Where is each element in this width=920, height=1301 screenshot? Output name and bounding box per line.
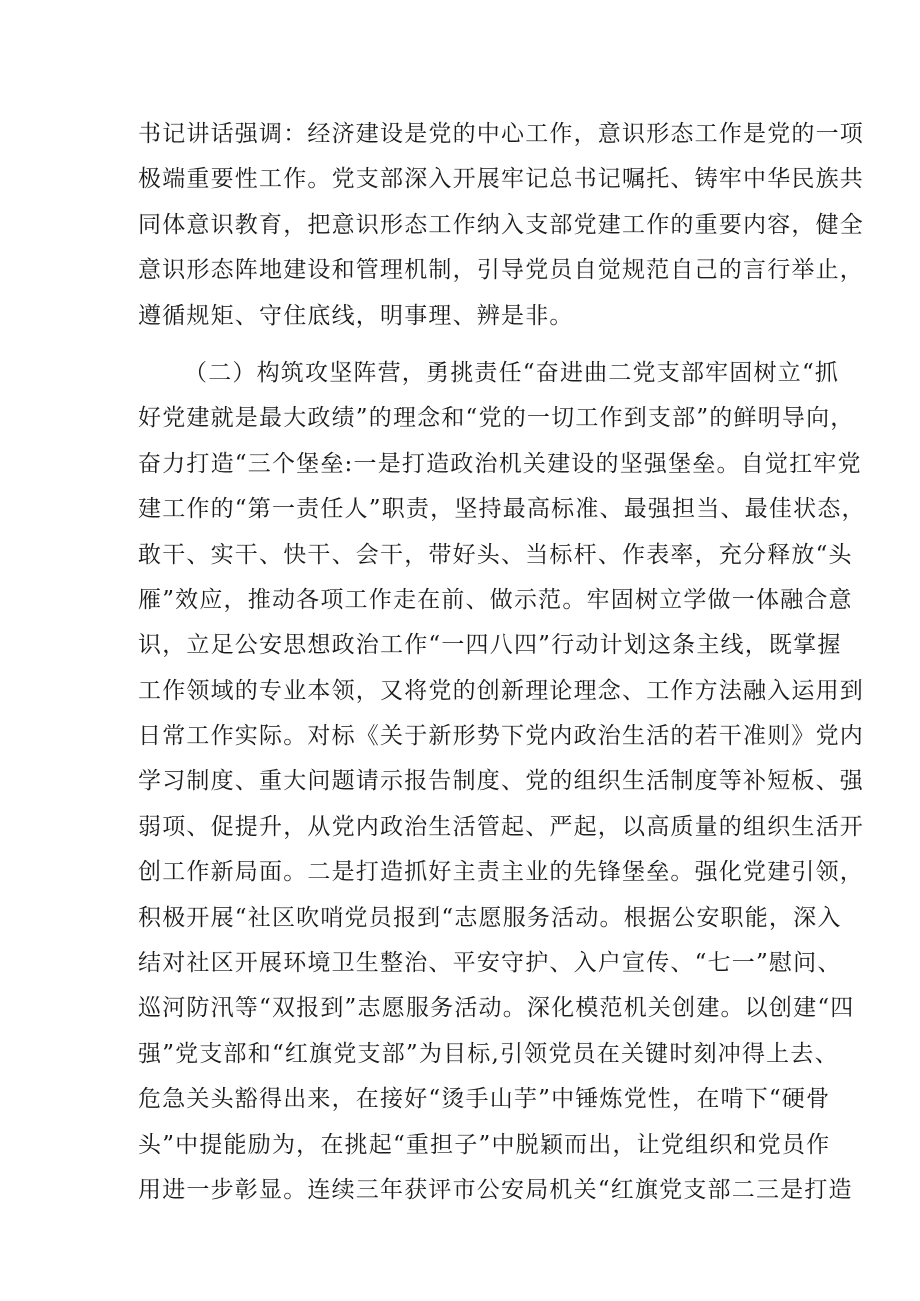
text-line: 识，立足公安思想政治工作“一四八四”行动计划这条主线，既掌握 (138, 632, 842, 659)
text-line: 头”中提能励为，在挑起“重担子”中脱颖而出，让党组织和党员作 (138, 1131, 831, 1158)
text-line: 强”党支部和“红旗党支部”为目标,引领党员在关键时刻冲得上去、 (138, 1040, 839, 1067)
text-line: 学习制度、重大问题请示报告制度、党的组织生活制度等补短板、强 (138, 768, 864, 795)
text-line: 工作领域的专业本领，又将党的创新理论理念、工作方法融入运用到 (138, 677, 864, 704)
text-line: 结对社区开展环境卫生整治、平安守护、入户宣传、“七一”慰问、 (138, 950, 842, 977)
text-line-indented: （二）构筑攻坚阵营，勇挑责任“奋进曲二党支部牢固树立“抓 (184, 359, 840, 386)
paragraph-gap (138, 339, 798, 351)
text-line: 弱项、促提升，从党内政治生活管起、严起，以高质量的组织生活开 (138, 813, 864, 840)
text-line: 奋力打造“三个堡垒:一是打造政治机关建设的坚强堡垒。自觉扛牢党 (138, 450, 862, 477)
text-line: 同体意识教育，把意识形态工作纳入支部党建工作的重要内容，健全 (138, 211, 864, 238)
text-line: 雁”效应，推动各项工作走在前、做示范。牢固树立学做一体融合意 (138, 586, 853, 613)
text-line: 好党建就是最大政绩”的理念和“党的一切工作到支部”的鲜明导向， (138, 405, 855, 432)
text-line: 意识形态阵地建设和管理机制，引导党员自觉规范自己的言行举止， (138, 257, 864, 284)
text-line: 危急关头豁得出来，在接好“烫手山芋”中锤炼党性，在啃下“硬骨 (138, 1086, 831, 1113)
body-text (138, 112, 866, 1213)
paragraph-1 (138, 112, 864, 339)
text-line: 书记讲话强调：经济建设是党的中心工作，意识形态工作是党的一项 (138, 121, 864, 147)
text-line: 巡河防汛等“双报到”志愿服务活动。深化模范机关创建。以创建“四 (138, 995, 855, 1022)
text-line: 建工作的“第一责任人”职责，坚持最高标准、最强担当、最佳状态， (138, 496, 866, 523)
text-line: 极端重要性工作。党支部深入开展牢记总书记嘱托、铸牢中华民族共 (138, 166, 864, 193)
text-line: 遵循规矩、守住底线，明事理、辨是非。 (138, 302, 574, 329)
text-line: 创工作新局面。二是打造抓好主责主业的先锋堡垒。强化党建引领， (138, 859, 864, 886)
text-line: 敢干、实干、快干、会干，带好头、当标杆、作表率，充分释放“头 (138, 541, 853, 568)
text-line: 用进一步彰显。连续三年获评市公安局机关“红旗党支部二三是打造 (138, 1176, 853, 1203)
paragraph-2 (138, 351, 866, 1213)
text-line: 积极开展“社区吹哨党员报到“志愿服务活动。根据公安职能，深入 (138, 904, 842, 931)
text-line: 日常工作实际。对标《关于新形势下党内政治生活的若干准则》党内 (138, 723, 864, 750)
